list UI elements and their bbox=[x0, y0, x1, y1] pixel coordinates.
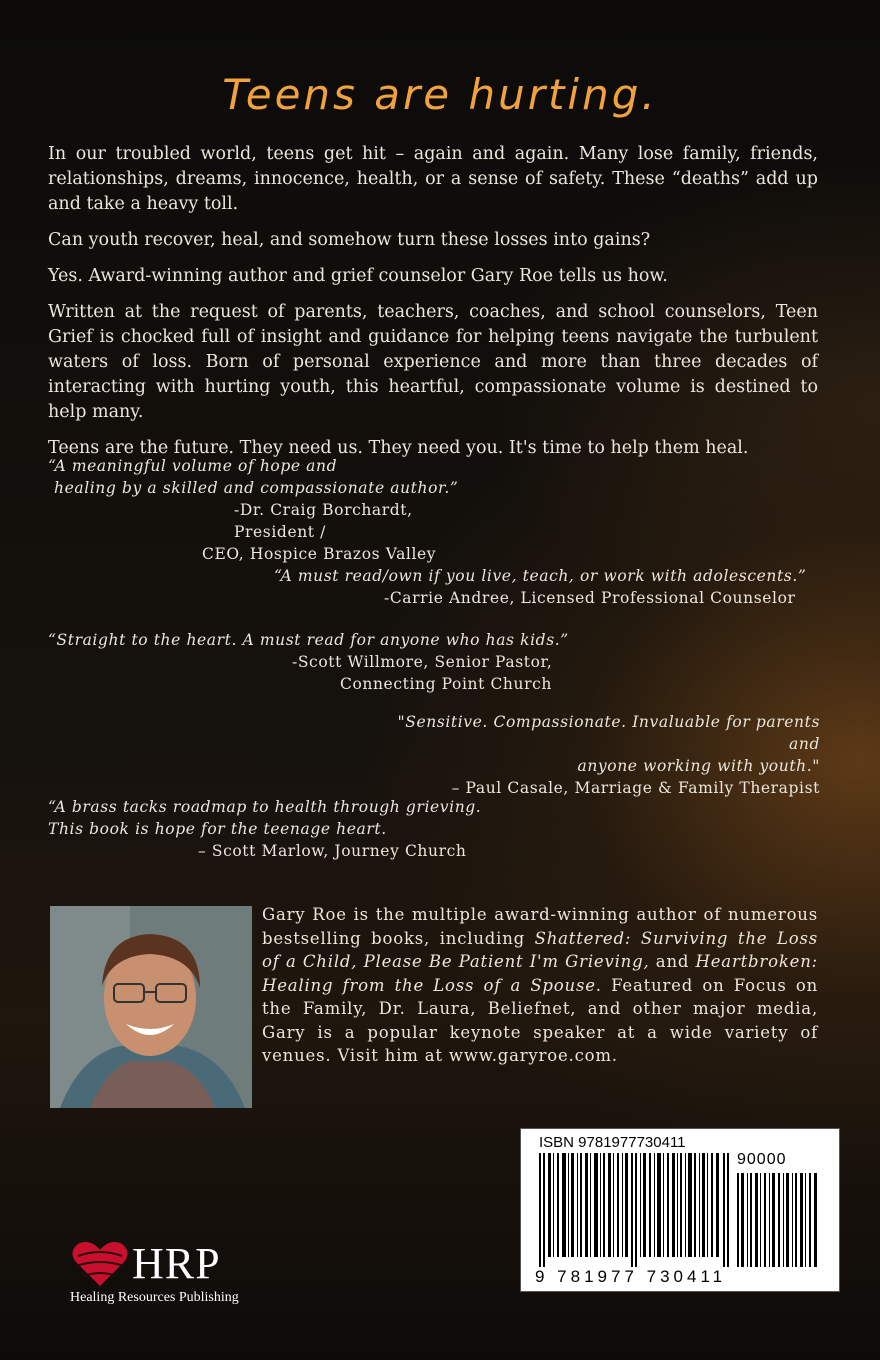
author-bio bbox=[262, 903, 818, 1068]
publisher-name: Healing Resources Publishing bbox=[70, 1290, 239, 1305]
endorsement-quote: “A meaningful volume of hope and bbox=[48, 457, 338, 475]
headline: Teens are hurting. bbox=[222, 70, 658, 119]
endorsement-author: -Dr. Craig Borchardt, President / bbox=[234, 501, 413, 541]
blurb-paragraph: Teens are the future. They need us. They need you. It's time to help them heal. bbox=[48, 438, 749, 458]
author-portrait-icon bbox=[50, 906, 252, 1108]
endorsement-quote: "Sensitive. Compassionate. Invaluable for parents and bbox=[397, 713, 820, 753]
isbn-addon: 90000 bbox=[737, 1151, 787, 1168]
blurb-paragraph: Written at the request of parents, teachers, coaches, and school counselors, Teen Grief is chocked full of insight and guidance for helping teens navigate the turbulent waters of loss. Born of personal experience and more than three decades of interacting with hurting youth, this heartful, compassionate volume is destined to help many. bbox=[48, 302, 818, 422]
author-photo bbox=[50, 906, 252, 1108]
endorsement-author: CEO, Hospice Brazos Valley bbox=[202, 545, 437, 563]
book-title: Heartbroken: Healing from the Loss of a Spouse bbox=[262, 952, 818, 995]
blurb bbox=[48, 142, 818, 472]
barcode-main-icon bbox=[539, 1153, 729, 1267]
endorsement-quote: anyone working with youth." bbox=[577, 757, 820, 775]
publisher-logo bbox=[70, 1238, 290, 1308]
blurb-paragraph: In our troubled world, teens get hit – again and again. Many lose family, friends, relationships, dreams, innocence, health, or a sense of safety. These “deaths” add up and take a heavy toll. bbox=[48, 144, 818, 214]
endorsement-author: -Scott Willmore, Senior Pastor, bbox=[292, 653, 553, 671]
endorsement-author: Connecting Point Church bbox=[340, 675, 552, 693]
endorsement bbox=[274, 565, 819, 609]
blurb-paragraph: Can youth recover, heal, and somehow turn these losses into gains? bbox=[48, 230, 651, 250]
endorsement bbox=[48, 455, 488, 565]
endorsement bbox=[390, 711, 820, 799]
barcode bbox=[520, 1128, 840, 1292]
endorsement-author: – Paul Casale, Marriage & Family Therapist bbox=[451, 779, 820, 797]
heart-icon bbox=[70, 1240, 130, 1288]
endorsement-quote: “A must read/own if you live, teach, or work with adolescents.” bbox=[274, 567, 807, 585]
publisher-logo-text: HRP bbox=[132, 1239, 221, 1288]
endorsement bbox=[48, 629, 588, 695]
endorsement-author: – Scott Marlow, Journey Church bbox=[198, 842, 467, 860]
endorsement-quote: “A brass tacks roadmap to health through grieving. bbox=[48, 798, 482, 816]
blurb-paragraph: Yes. Award-winning author and grief counselor Gary Roe tells us how. bbox=[48, 266, 668, 286]
endorsement-author: -Carrie Andree, Licensed Professional Counselor bbox=[384, 589, 796, 607]
isbn-label: ISBN 9781977730411 bbox=[539, 1134, 686, 1151]
endorsement-quote: healing by a skilled and compassionate author.” bbox=[54, 479, 459, 497]
bio-text: . Featured on Focus on the Family, Dr. Laura, Beliefnet, and other major media, Gary is a popular keynote speaker at a wide variety of venues. Visit him at www.garyroe.com. bbox=[262, 975, 818, 1065]
endorsement-quote: “Straight to the heart. A must read for anyone who has kids.” bbox=[48, 631, 569, 649]
book-title: Shattered: Surviving the Loss of a Child, Please Be Patient I'm Grieving, bbox=[262, 928, 818, 971]
isbn-digits: 9 781977 730411 bbox=[535, 1267, 727, 1286]
endorsement bbox=[48, 796, 508, 862]
bio-text: and bbox=[649, 952, 696, 971]
bio-text: Gary Roe is the multiple award-winning author of numerous bestselling books, including bbox=[262, 905, 818, 948]
barcode-addon-icon bbox=[737, 1173, 821, 1267]
endorsement-quote: This book is hope for the teenage heart. bbox=[48, 820, 387, 838]
